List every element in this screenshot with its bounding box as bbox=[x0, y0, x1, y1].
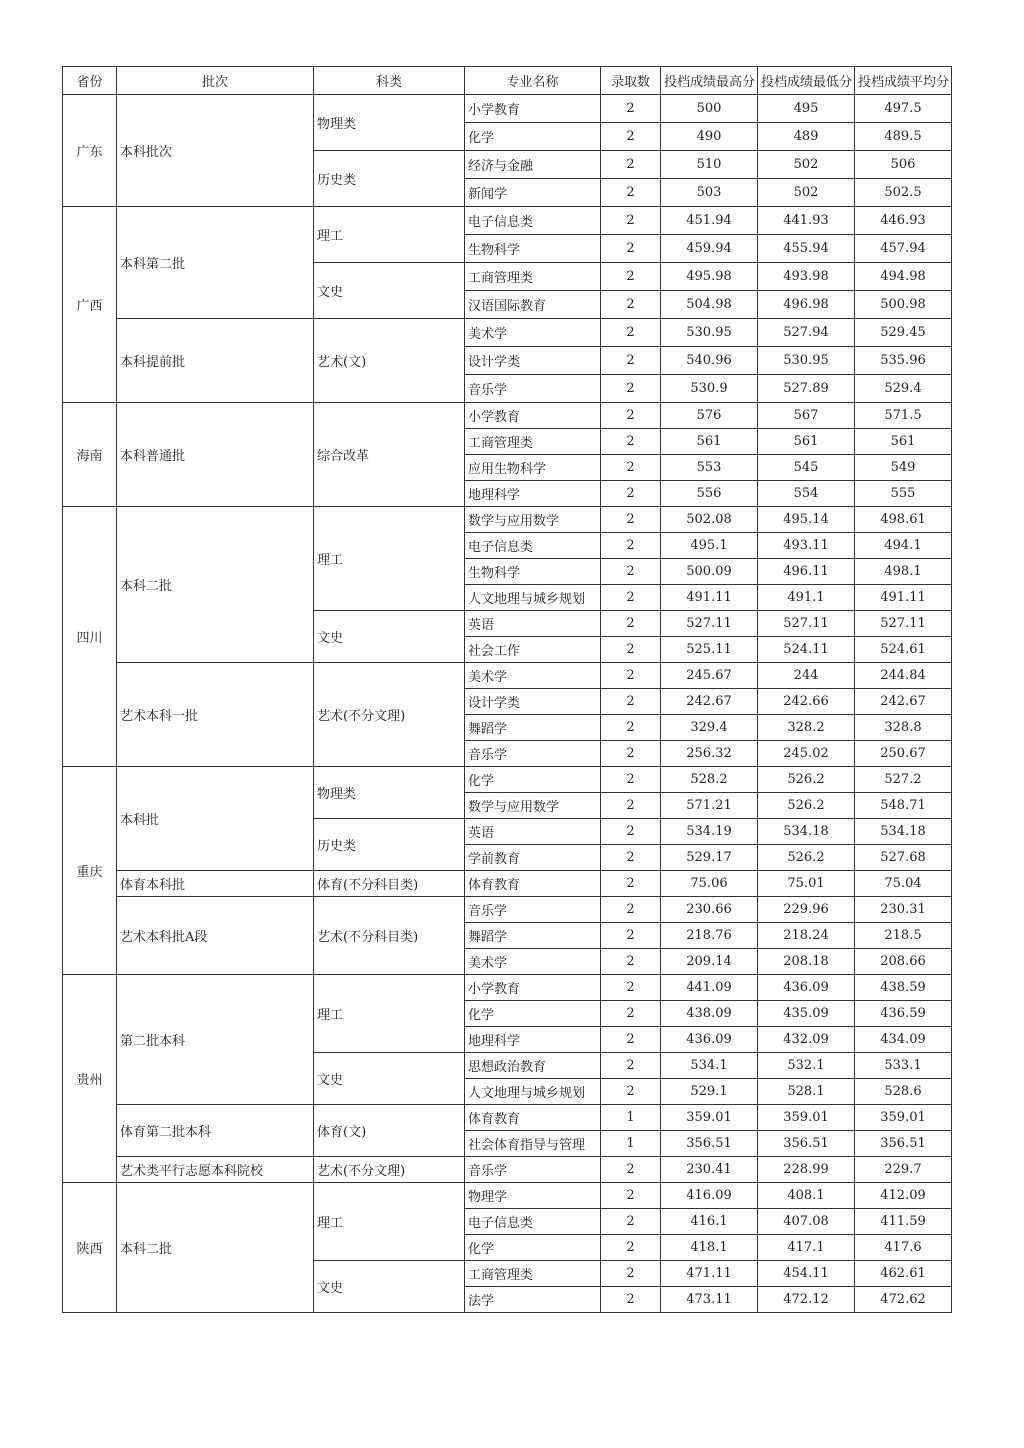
cell-max-score: 256.32 bbox=[661, 741, 758, 767]
cell-max-score: 540.96 bbox=[661, 347, 758, 375]
cell-major: 美术学 bbox=[465, 319, 601, 347]
cell-avg-score: 436.59 bbox=[855, 1001, 952, 1027]
cell-admitted: 2 bbox=[601, 741, 661, 767]
cell-batch: 艺术类平行志愿本科院校 bbox=[117, 1157, 314, 1183]
cell-major: 英语 bbox=[465, 819, 601, 845]
cell-avg-score: 506 bbox=[855, 151, 952, 179]
cell-max-score: 561 bbox=[661, 429, 758, 455]
cell-max-score: 510 bbox=[661, 151, 758, 179]
cell-major: 工商管理类 bbox=[465, 263, 601, 291]
cell-avg-score: 494.98 bbox=[855, 263, 952, 291]
cell-admitted: 2 bbox=[601, 375, 661, 403]
cell-category: 文史 bbox=[314, 1261, 465, 1313]
cell-min-score: 75.01 bbox=[758, 871, 855, 897]
header-max-score: 投档成绩最高分 bbox=[661, 67, 758, 95]
cell-avg-score: 528.6 bbox=[855, 1079, 952, 1105]
cell-min-score: 435.09 bbox=[758, 1001, 855, 1027]
cell-province: 广东 bbox=[63, 95, 117, 207]
cell-avg-score: 411.59 bbox=[855, 1209, 952, 1235]
cell-avg-score: 527.68 bbox=[855, 845, 952, 871]
table-row bbox=[63, 95, 952, 123]
cell-batch: 体育本科批 bbox=[117, 871, 314, 897]
cell-min-score: 493.98 bbox=[758, 263, 855, 291]
cell-avg-score: 555 bbox=[855, 481, 952, 507]
cell-max-score: 451.94 bbox=[661, 207, 758, 235]
cell-avg-score: 527.2 bbox=[855, 767, 952, 793]
cell-max-score: 534.19 bbox=[661, 819, 758, 845]
table-row bbox=[63, 663, 952, 689]
cell-admitted: 2 bbox=[601, 949, 661, 975]
cell-min-score: 527.94 bbox=[758, 319, 855, 347]
header-avg-score: 投档成绩平均分 bbox=[855, 67, 952, 95]
cell-major: 小学教育 bbox=[465, 975, 601, 1001]
cell-admitted: 2 bbox=[601, 1001, 661, 1027]
cell-min-score: 489 bbox=[758, 123, 855, 151]
cell-min-score: 493.11 bbox=[758, 533, 855, 559]
table-row bbox=[63, 403, 952, 429]
cell-admitted: 2 bbox=[601, 179, 661, 207]
cell-major: 数学与应用数学 bbox=[465, 507, 601, 533]
cell-major: 美术学 bbox=[465, 949, 601, 975]
cell-province: 海南 bbox=[63, 403, 117, 507]
header-batch: 批次 bbox=[117, 67, 314, 95]
cell-max-score: 527.11 bbox=[661, 611, 758, 637]
cell-major: 化学 bbox=[465, 767, 601, 793]
cell-major: 地理科学 bbox=[465, 1027, 601, 1053]
cell-avg-score: 561 bbox=[855, 429, 952, 455]
cell-category: 历史类 bbox=[314, 151, 465, 207]
cell-major: 汉语国际教育 bbox=[465, 291, 601, 319]
cell-batch: 本科二批 bbox=[117, 1183, 314, 1313]
cell-avg-score: 412.09 bbox=[855, 1183, 952, 1209]
cell-min-score: 356.51 bbox=[758, 1131, 855, 1157]
cell-avg-score: 534.18 bbox=[855, 819, 952, 845]
cell-province: 陕西 bbox=[63, 1183, 117, 1313]
cell-avg-score: 417.6 bbox=[855, 1235, 952, 1261]
cell-category: 历史类 bbox=[314, 819, 465, 871]
cell-admitted: 2 bbox=[601, 429, 661, 455]
table-row bbox=[63, 207, 952, 235]
header-admitted: 录取数 bbox=[601, 67, 661, 95]
cell-avg-score: 494.1 bbox=[855, 533, 952, 559]
cell-admitted: 2 bbox=[601, 559, 661, 585]
cell-min-score: 495 bbox=[758, 95, 855, 123]
cell-avg-score: 535.96 bbox=[855, 347, 952, 375]
cell-avg-score: 244.84 bbox=[855, 663, 952, 689]
cell-max-score: 571.21 bbox=[661, 793, 758, 819]
cell-major: 学前教育 bbox=[465, 845, 601, 871]
cell-min-score: 328.2 bbox=[758, 715, 855, 741]
cell-avg-score: 446.93 bbox=[855, 207, 952, 235]
cell-category: 文史 bbox=[314, 263, 465, 319]
cell-province: 四川 bbox=[63, 507, 117, 767]
cell-admitted: 2 bbox=[601, 819, 661, 845]
cell-admitted: 2 bbox=[601, 585, 661, 611]
cell-min-score: 527.89 bbox=[758, 375, 855, 403]
cell-max-score: 529.1 bbox=[661, 1079, 758, 1105]
cell-admitted: 2 bbox=[601, 1053, 661, 1079]
cell-min-score: 554 bbox=[758, 481, 855, 507]
cell-min-score: 532.1 bbox=[758, 1053, 855, 1079]
cell-batch: 第二批本科 bbox=[117, 975, 314, 1105]
cell-major: 化学 bbox=[465, 1235, 601, 1261]
cell-min-score: 359.01 bbox=[758, 1105, 855, 1131]
cell-major: 小学教育 bbox=[465, 95, 601, 123]
cell-major: 设计学类 bbox=[465, 689, 601, 715]
cell-max-score: 329.4 bbox=[661, 715, 758, 741]
cell-avg-score: 498.61 bbox=[855, 507, 952, 533]
cell-min-score: 229.96 bbox=[758, 897, 855, 923]
cell-min-score: 502 bbox=[758, 151, 855, 179]
header-row bbox=[63, 67, 952, 95]
cell-min-score: 526.2 bbox=[758, 767, 855, 793]
cell-max-score: 416.1 bbox=[661, 1209, 758, 1235]
cell-category: 理工 bbox=[314, 1183, 465, 1261]
header-province: 省份 bbox=[63, 67, 117, 95]
cell-major: 设计学类 bbox=[465, 347, 601, 375]
cell-min-score: 245.02 bbox=[758, 741, 855, 767]
cell-admitted: 2 bbox=[601, 1157, 661, 1183]
cell-major: 社会体育指导与管理 bbox=[465, 1131, 601, 1157]
cell-admitted: 1 bbox=[601, 1131, 661, 1157]
cell-max-score: 534.1 bbox=[661, 1053, 758, 1079]
cell-admitted: 2 bbox=[601, 975, 661, 1001]
cell-category: 物理类 bbox=[314, 767, 465, 819]
cell-admitted: 2 bbox=[601, 347, 661, 375]
cell-category: 艺术(文) bbox=[314, 319, 465, 403]
table-row bbox=[63, 767, 952, 793]
cell-major: 化学 bbox=[465, 1001, 601, 1027]
cell-admitted: 2 bbox=[601, 151, 661, 179]
cell-admitted: 2 bbox=[601, 403, 661, 429]
cell-max-score: 416.09 bbox=[661, 1183, 758, 1209]
cell-category: 理工 bbox=[314, 207, 465, 263]
cell-admitted: 2 bbox=[601, 455, 661, 481]
cell-major: 体育教育 bbox=[465, 871, 601, 897]
cell-admitted: 2 bbox=[601, 637, 661, 663]
cell-max-score: 530.95 bbox=[661, 319, 758, 347]
cell-major: 新闻学 bbox=[465, 179, 601, 207]
cell-major: 地理科学 bbox=[465, 481, 601, 507]
cell-admitted: 2 bbox=[601, 793, 661, 819]
cell-min-score: 244 bbox=[758, 663, 855, 689]
cell-admitted: 2 bbox=[601, 1079, 661, 1105]
cell-min-score: 496.11 bbox=[758, 559, 855, 585]
cell-max-score: 525.11 bbox=[661, 637, 758, 663]
cell-major: 人文地理与城乡规划 bbox=[465, 585, 601, 611]
cell-major: 音乐学 bbox=[465, 897, 601, 923]
cell-category: 理工 bbox=[314, 507, 465, 611]
cell-admitted: 2 bbox=[601, 95, 661, 123]
cell-min-score: 242.66 bbox=[758, 689, 855, 715]
cell-max-score: 359.01 bbox=[661, 1105, 758, 1131]
cell-avg-score: 529.45 bbox=[855, 319, 952, 347]
cell-min-score: 545 bbox=[758, 455, 855, 481]
cell-category: 物理类 bbox=[314, 95, 465, 151]
cell-batch: 本科批次 bbox=[117, 95, 314, 207]
cell-avg-score: 491.11 bbox=[855, 585, 952, 611]
cell-avg-score: 571.5 bbox=[855, 403, 952, 429]
cell-major: 小学教育 bbox=[465, 403, 601, 429]
cell-max-score: 75.06 bbox=[661, 871, 758, 897]
table-row bbox=[63, 319, 952, 347]
cell-major: 音乐学 bbox=[465, 741, 601, 767]
cell-admitted: 2 bbox=[601, 1183, 661, 1209]
cell-category: 文史 bbox=[314, 611, 465, 663]
cell-admitted: 2 bbox=[601, 871, 661, 897]
cell-admitted: 2 bbox=[601, 235, 661, 263]
cell-major: 生物科学 bbox=[465, 235, 601, 263]
cell-min-score: 441.93 bbox=[758, 207, 855, 235]
cell-avg-score: 75.04 bbox=[855, 871, 952, 897]
cell-major: 电子信息类 bbox=[465, 207, 601, 235]
table-row bbox=[63, 1183, 952, 1209]
table-row bbox=[63, 507, 952, 533]
cell-min-score: 454.11 bbox=[758, 1261, 855, 1287]
cell-admitted: 2 bbox=[601, 1209, 661, 1235]
cell-admitted: 2 bbox=[601, 319, 661, 347]
cell-admitted: 2 bbox=[601, 1261, 661, 1287]
cell-batch: 本科二批 bbox=[117, 507, 314, 663]
cell-max-score: 500 bbox=[661, 95, 758, 123]
cell-min-score: 528.1 bbox=[758, 1079, 855, 1105]
cell-avg-score: 434.09 bbox=[855, 1027, 952, 1053]
cell-max-score: 502.08 bbox=[661, 507, 758, 533]
cell-min-score: 436.09 bbox=[758, 975, 855, 1001]
cell-category: 综合改革 bbox=[314, 403, 465, 507]
cell-admitted: 2 bbox=[601, 481, 661, 507]
cell-category: 文史 bbox=[314, 1053, 465, 1105]
cell-batch: 本科提前批 bbox=[117, 319, 314, 403]
cell-major: 人文地理与城乡规划 bbox=[465, 1079, 601, 1105]
cell-province: 广西 bbox=[63, 207, 117, 403]
cell-avg-score: 489.5 bbox=[855, 123, 952, 151]
cell-major: 舞蹈学 bbox=[465, 715, 601, 741]
cell-category: 体育(文) bbox=[314, 1105, 465, 1157]
cell-min-score: 527.11 bbox=[758, 611, 855, 637]
cell-min-score: 228.99 bbox=[758, 1157, 855, 1183]
cell-avg-score: 472.62 bbox=[855, 1287, 952, 1313]
cell-avg-score: 230.31 bbox=[855, 897, 952, 923]
cell-avg-score: 527.11 bbox=[855, 611, 952, 637]
cell-batch: 本科普通批 bbox=[117, 403, 314, 507]
cell-major: 音乐学 bbox=[465, 1157, 601, 1183]
cell-avg-score: 498.1 bbox=[855, 559, 952, 585]
table-body bbox=[63, 95, 952, 1313]
cell-admitted: 2 bbox=[601, 207, 661, 235]
cell-batch: 艺术本科一批 bbox=[117, 663, 314, 767]
cell-min-score: 530.95 bbox=[758, 347, 855, 375]
cell-province: 重庆 bbox=[63, 767, 117, 975]
cell-category: 艺术(不分文理) bbox=[314, 1157, 465, 1183]
cell-admitted: 2 bbox=[601, 923, 661, 949]
cell-avg-score: 462.61 bbox=[855, 1261, 952, 1287]
cell-major: 生物科学 bbox=[465, 559, 601, 585]
cell-major: 舞蹈学 bbox=[465, 923, 601, 949]
cell-major: 社会工作 bbox=[465, 637, 601, 663]
cell-admitted: 2 bbox=[601, 263, 661, 291]
table-row bbox=[63, 1157, 952, 1183]
cell-major: 电子信息类 bbox=[465, 1209, 601, 1235]
cell-min-score: 526.2 bbox=[758, 845, 855, 871]
cell-max-score: 230.66 bbox=[661, 897, 758, 923]
cell-admitted: 2 bbox=[601, 123, 661, 151]
cell-major: 经济与金融 bbox=[465, 151, 601, 179]
cell-admitted: 2 bbox=[601, 715, 661, 741]
cell-admitted: 2 bbox=[601, 507, 661, 533]
cell-batch: 本科第二批 bbox=[117, 207, 314, 319]
cell-category: 艺术(不分科目类) bbox=[314, 897, 465, 975]
cell-min-score: 472.12 bbox=[758, 1287, 855, 1313]
cell-max-score: 491.11 bbox=[661, 585, 758, 611]
cell-admitted: 2 bbox=[601, 1287, 661, 1313]
header-category: 科类 bbox=[314, 67, 465, 95]
cell-batch: 体育第二批本科 bbox=[117, 1105, 314, 1157]
cell-batch: 艺术本科批A段 bbox=[117, 897, 314, 975]
cell-admitted: 1 bbox=[601, 1105, 661, 1131]
cell-min-score: 432.09 bbox=[758, 1027, 855, 1053]
table-row bbox=[63, 975, 952, 1001]
table-row bbox=[63, 1105, 952, 1131]
cell-max-score: 529.17 bbox=[661, 845, 758, 871]
cell-min-score: 495.14 bbox=[758, 507, 855, 533]
cell-major: 美术学 bbox=[465, 663, 601, 689]
cell-major: 物理学 bbox=[465, 1183, 601, 1209]
cell-max-score: 553 bbox=[661, 455, 758, 481]
cell-avg-score: 328.8 bbox=[855, 715, 952, 741]
cell-major: 工商管理类 bbox=[465, 1261, 601, 1287]
cell-major: 思想政治教育 bbox=[465, 1053, 601, 1079]
cell-min-score: 524.11 bbox=[758, 637, 855, 663]
cell-admitted: 2 bbox=[601, 767, 661, 793]
cell-major: 音乐学 bbox=[465, 375, 601, 403]
cell-category: 理工 bbox=[314, 975, 465, 1053]
cell-min-score: 567 bbox=[758, 403, 855, 429]
table-row bbox=[63, 871, 952, 897]
cell-min-score: 534.18 bbox=[758, 819, 855, 845]
cell-max-score: 528.2 bbox=[661, 767, 758, 793]
cell-avg-score: 548.71 bbox=[855, 793, 952, 819]
header-major: 专业名称 bbox=[465, 67, 601, 95]
cell-min-score: 491.1 bbox=[758, 585, 855, 611]
cell-major: 工商管理类 bbox=[465, 429, 601, 455]
cell-max-score: 556 bbox=[661, 481, 758, 507]
cell-max-score: 576 bbox=[661, 403, 758, 429]
cell-admitted: 2 bbox=[601, 1235, 661, 1261]
cell-major: 法学 bbox=[465, 1287, 601, 1313]
cell-min-score: 496.98 bbox=[758, 291, 855, 319]
cell-min-score: 502 bbox=[758, 179, 855, 207]
cell-max-score: 495.98 bbox=[661, 263, 758, 291]
cell-min-score: 455.94 bbox=[758, 235, 855, 263]
cell-avg-score: 529.4 bbox=[855, 375, 952, 403]
cell-max-score: 438.09 bbox=[661, 1001, 758, 1027]
cell-max-score: 242.67 bbox=[661, 689, 758, 715]
cell-avg-score: 438.59 bbox=[855, 975, 952, 1001]
cell-avg-score: 359.01 bbox=[855, 1105, 952, 1131]
cell-admitted: 2 bbox=[601, 533, 661, 559]
admission-scores-table bbox=[62, 66, 952, 1313]
cell-avg-score: 533.1 bbox=[855, 1053, 952, 1079]
cell-max-score: 471.11 bbox=[661, 1261, 758, 1287]
cell-min-score: 208.18 bbox=[758, 949, 855, 975]
cell-batch: 本科批 bbox=[117, 767, 314, 871]
cell-max-score: 473.11 bbox=[661, 1287, 758, 1313]
cell-avg-score: 502.5 bbox=[855, 179, 952, 207]
cell-max-score: 218.76 bbox=[661, 923, 758, 949]
cell-admitted: 2 bbox=[601, 663, 661, 689]
cell-min-score: 561 bbox=[758, 429, 855, 455]
cell-max-score: 356.51 bbox=[661, 1131, 758, 1157]
cell-max-score: 500.09 bbox=[661, 559, 758, 585]
cell-category: 体育(不分科目类) bbox=[314, 871, 465, 897]
cell-max-score: 459.94 bbox=[661, 235, 758, 263]
cell-min-score: 218.24 bbox=[758, 923, 855, 949]
cell-min-score: 408.1 bbox=[758, 1183, 855, 1209]
cell-min-score: 407.08 bbox=[758, 1209, 855, 1235]
cell-min-score: 417.1 bbox=[758, 1235, 855, 1261]
cell-major: 电子信息类 bbox=[465, 533, 601, 559]
cell-max-score: 209.14 bbox=[661, 949, 758, 975]
cell-major: 数学与应用数学 bbox=[465, 793, 601, 819]
cell-max-score: 418.1 bbox=[661, 1235, 758, 1261]
cell-admitted: 2 bbox=[601, 611, 661, 637]
cell-admitted: 2 bbox=[601, 291, 661, 319]
cell-max-score: 490 bbox=[661, 123, 758, 151]
cell-max-score: 436.09 bbox=[661, 1027, 758, 1053]
cell-avg-score: 356.51 bbox=[855, 1131, 952, 1157]
header-min-score: 投档成绩最低分 bbox=[758, 67, 855, 95]
cell-max-score: 230.41 bbox=[661, 1157, 758, 1183]
cell-max-score: 503 bbox=[661, 179, 758, 207]
cell-avg-score: 457.94 bbox=[855, 235, 952, 263]
cell-max-score: 245.67 bbox=[661, 663, 758, 689]
cell-max-score: 504.98 bbox=[661, 291, 758, 319]
cell-avg-score: 218.5 bbox=[855, 923, 952, 949]
cell-admitted: 2 bbox=[601, 845, 661, 871]
cell-avg-score: 208.66 bbox=[855, 949, 952, 975]
cell-admitted: 2 bbox=[601, 689, 661, 715]
cell-min-score: 526.2 bbox=[758, 793, 855, 819]
cell-admitted: 2 bbox=[601, 897, 661, 923]
cell-major: 体育教育 bbox=[465, 1105, 601, 1131]
cell-avg-score: 229.7 bbox=[855, 1157, 952, 1183]
cell-avg-score: 497.5 bbox=[855, 95, 952, 123]
cell-avg-score: 549 bbox=[855, 455, 952, 481]
cell-category: 艺术(不分文理) bbox=[314, 663, 465, 767]
cell-max-score: 495.1 bbox=[661, 533, 758, 559]
cell-major: 英语 bbox=[465, 611, 601, 637]
table-row bbox=[63, 897, 952, 923]
cell-province: 贵州 bbox=[63, 975, 117, 1183]
cell-major: 化学 bbox=[465, 123, 601, 151]
cell-avg-score: 242.67 bbox=[855, 689, 952, 715]
cell-admitted: 2 bbox=[601, 1027, 661, 1053]
cell-avg-score: 500.98 bbox=[855, 291, 952, 319]
cell-avg-score: 250.67 bbox=[855, 741, 952, 767]
cell-max-score: 441.09 bbox=[661, 975, 758, 1001]
cell-avg-score: 524.61 bbox=[855, 637, 952, 663]
cell-max-score: 530.9 bbox=[661, 375, 758, 403]
cell-major: 应用生物科学 bbox=[465, 455, 601, 481]
